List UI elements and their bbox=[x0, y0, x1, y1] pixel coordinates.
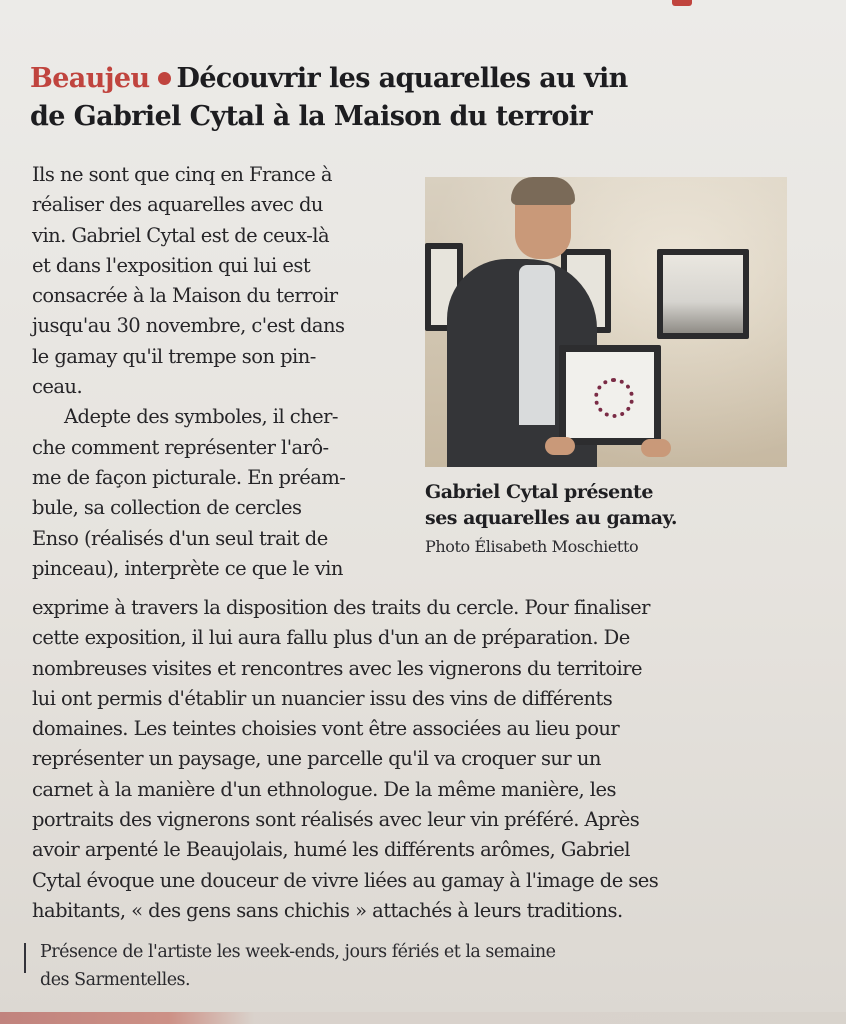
body-line: lui ont permis d'établir un nuancier issu des vins de différents bbox=[32, 686, 613, 710]
artist-hand bbox=[641, 439, 671, 457]
body-line: Ils ne sont que cinq en France à bbox=[32, 163, 332, 186]
body-line: pinceau), interprète ce que le vin bbox=[32, 556, 343, 580]
artist-hair bbox=[511, 177, 575, 205]
body-line: et dans l'exposition qui lui est bbox=[32, 253, 311, 277]
body-line: réaliser des aquarelles avec du bbox=[32, 193, 323, 217]
body-line: vin. Gabriel Cytal est de ceux-là bbox=[32, 223, 330, 247]
article-photo bbox=[425, 177, 787, 467]
headline-text-1: Découvrir les aquarelles au vin bbox=[176, 63, 628, 94]
body-line: domaines. Les teintes choisies vont être associées au lieu pour bbox=[32, 717, 620, 741]
photo-caption bbox=[425, 479, 795, 559]
enso-circle-icon bbox=[594, 378, 634, 418]
headline-line-1 bbox=[30, 60, 810, 98]
enso-painting bbox=[559, 345, 661, 445]
body-line: cette exposition, il lui aura fallu plus d'un an de préparation. De bbox=[32, 626, 630, 650]
article-headline bbox=[30, 60, 810, 136]
body-line: Enso (réalisés d'un seul trait de bbox=[32, 526, 328, 550]
body-line: Cytal évoque une douceur de vivre liées au gamay à l'image de ses bbox=[32, 868, 659, 892]
photo-credit: Photo Élisabeth Moschietto bbox=[425, 537, 639, 556]
info-line: des Sarmentelles. bbox=[40, 970, 191, 990]
wall-painting bbox=[657, 249, 749, 339]
body-line: Adepte des symboles, il cher- bbox=[64, 405, 338, 429]
body-line: che comment représenter l'arô- bbox=[32, 435, 329, 459]
body-line: portraits des vignerons sont réalisés avec leur vin préféré. Après bbox=[32, 808, 640, 832]
artist-shirt bbox=[519, 265, 555, 425]
red-header-mark bbox=[672, 0, 692, 6]
artist-hand bbox=[545, 437, 575, 455]
caption-line: ses aquarelles au gamay. bbox=[425, 507, 677, 529]
body-line: nombreuses visites et rencontres avec les vignerons du territoire bbox=[32, 656, 643, 680]
body-line: carnet à la manière d'un ethnologue. De la même manière, les bbox=[32, 777, 616, 801]
body-line: ceau. bbox=[32, 375, 83, 399]
body-line: représenter un paysage, une parcelle qu'il va croquer sur un bbox=[32, 747, 601, 771]
body-line: le gamay qu'il trempe son pin- bbox=[32, 344, 316, 368]
practical-info bbox=[40, 938, 740, 994]
kicker-location: Beaujeu bbox=[30, 63, 150, 94]
headline-line-2: de Gabriel Cytal à la Maison du terroir bbox=[30, 101, 593, 132]
info-divider bbox=[24, 943, 26, 973]
article-column-text bbox=[32, 160, 407, 584]
bullet-icon bbox=[158, 72, 171, 85]
caption-line: Gabriel Cytal présente bbox=[425, 481, 653, 503]
next-article-edge bbox=[0, 1012, 846, 1024]
article-full-width-text bbox=[32, 593, 802, 926]
body-line: me de façon picturale. En préam- bbox=[32, 465, 346, 489]
body-line: jusqu'au 30 novembre, c'est dans bbox=[32, 314, 345, 338]
body-line: exprime à travers la disposition des traits du cercle. Pour finaliser bbox=[32, 596, 650, 619]
info-line: Présence de l'artiste les week-ends, jours fériés et la semaine bbox=[40, 942, 556, 962]
body-line: bule, sa collection de cercles bbox=[32, 496, 302, 520]
body-line: consacrée à la Maison du terroir bbox=[32, 284, 338, 308]
body-line: habitants, « des gens sans chichis » attachés à leurs traditions. bbox=[32, 898, 623, 922]
body-line: avoir arpenté le Beaujolais, humé les différents arômes, Gabriel bbox=[32, 838, 630, 862]
